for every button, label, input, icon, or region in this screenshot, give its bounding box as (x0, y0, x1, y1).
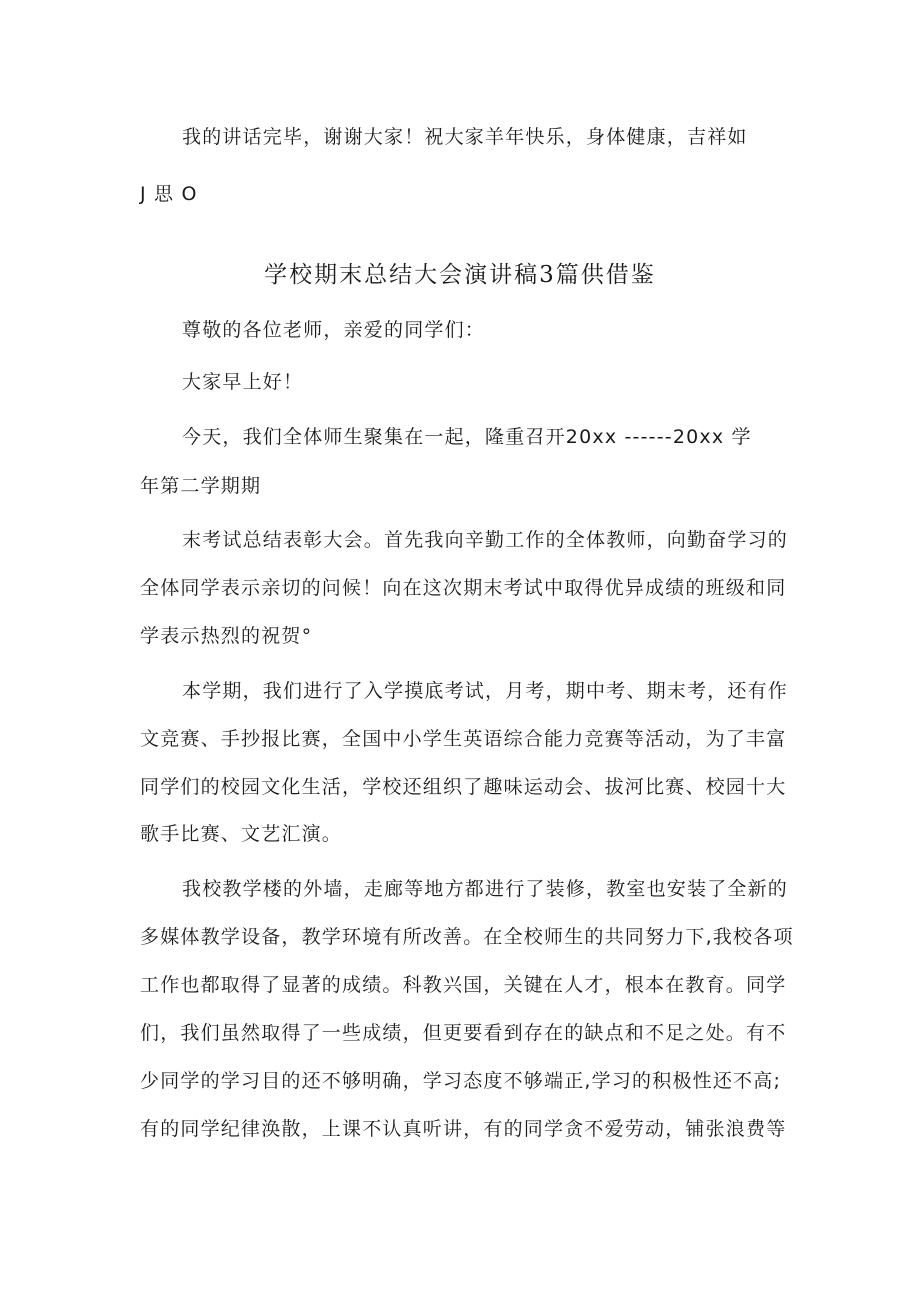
paragraph-2-line: 末考试总结表彰大会。首先我向辛勤工作的全体教师，向勤奋学习的 (182, 529, 789, 551)
paragraph-3-line: 本学期，我们进行了入学摸底考试，月考，期中考、期末考，还有作 (182, 680, 789, 702)
closing-line-2: J 思 O (140, 183, 198, 205)
paragraph-4-line: 有的同学纪律涣散，上课不认真听讲，有的同学贪不爱劳动，铺张浪费等 (140, 1118, 787, 1140)
paragraph-4-line: 工作也都取得了显著的成绩。科教兴国，关键在人才，根本在教育。同学 (140, 974, 787, 996)
closing-line-1: 我的讲话完毕，谢谢大家！祝大家羊年快乐，身体健康，吉祥如 (182, 126, 748, 148)
paragraph-2-line: 学表示热烈的祝贺° (140, 625, 313, 647)
paragraph-4-line: 们，我们虽然取得了一些成绩，但更要看到存在的缺点和不足之处。有不 (140, 1022, 787, 1044)
paragraph-3-line: 文竞赛、手抄报比赛，全国中小学生英语综合能力竞赛等活动，为了丰富 (140, 728, 787, 750)
paragraph-4-line: 多媒体教学设备，教学环境有所改善。在全校师生的共同努力下,我校各项 (140, 926, 794, 948)
paragraph-1-line: 年第二学期期 (140, 475, 262, 497)
paragraph-4-line: 我校教学楼的外墙，走廊等地方都进行了装修，教室也安装了全新的 (182, 878, 789, 900)
paragraph-1-line: 今天，我们全体师生聚集在一起，隆重召开20xx ------20xx 学 (182, 426, 752, 448)
article-title: 学校期末总结大会演讲稿3篇供借鉴 (264, 262, 656, 288)
paragraph-4-line: 少同学的学习目的还不够明确，学习态度不够端正,学习的积极性还不高; (140, 1070, 782, 1092)
greeting: 大家早上好！ (182, 371, 304, 393)
paragraph-3-line: 同学们的校园文化生活，学校还组织了趣味运动会、拔河比赛、校园十大 (140, 776, 787, 798)
salutation: 尊敬的各位老师，亲爱的同学们： (182, 319, 486, 341)
paragraph-3-line: 歌手比赛、文艺汇演。 (140, 823, 343, 845)
paragraph-2-line: 全体同学表示亲切的问候！向在这次期末考试中取得优异成绩的班级和同 (140, 577, 787, 599)
